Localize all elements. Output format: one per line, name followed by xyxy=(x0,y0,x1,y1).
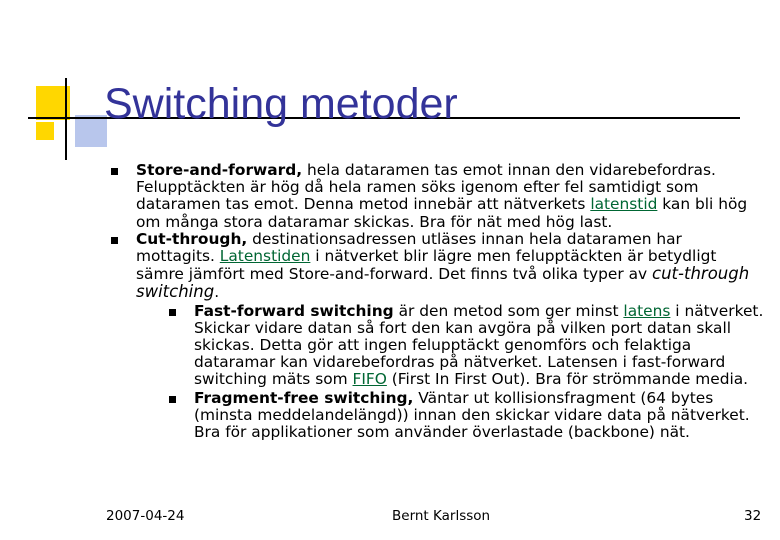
footer-page-number: 32 xyxy=(744,508,762,524)
list-item-store-and-forward xyxy=(108,162,764,231)
bullet-square-icon xyxy=(169,396,176,403)
term-label: Fragment-free switching, xyxy=(194,388,414,407)
sub-bullet-list xyxy=(136,303,764,442)
link-latenstid[interactable]: latenstid xyxy=(590,195,658,214)
footer-author: Bernt Karlsson xyxy=(392,508,491,524)
link-latens[interactable]: latens xyxy=(623,301,671,320)
term-label: Store-and-forward, xyxy=(136,161,303,179)
bullet-square-icon xyxy=(111,237,118,244)
yellow-square-small xyxy=(36,122,54,140)
blue-square xyxy=(75,115,107,147)
sub-item-fragment-free xyxy=(136,390,764,442)
term-label: Cut-through, xyxy=(136,229,248,248)
item-text: Väntar ut kollisionsfragment (64 bytes (minsta meddelandelängd)) innan den skickar vidare data på nätverket. Bra för applikationer som använder överlastade (backbone) nät. xyxy=(194,388,750,442)
item-text: hela dataramen tas emot innan den vidarebefordras. Felupptäckten är hög då hela ramen söks igenom efter fel samtidigt som dataramen tas emot. Denna metod innebär att nätverkets xyxy=(136,161,716,214)
bullet-square-icon xyxy=(111,168,118,175)
bullet-list xyxy=(108,162,764,441)
item-text: kan bli hög om många stora dataramar skickas. Bra för nät med hög last. xyxy=(136,195,748,231)
sub-item-fast-forward xyxy=(136,303,764,389)
yellow-square xyxy=(36,86,70,120)
list-item-cut-through xyxy=(108,231,764,441)
emphasis-text: cut-through switching xyxy=(136,264,750,302)
item-text: är den metod som ger minst xyxy=(393,301,624,320)
footer-date: 2007-04-24 xyxy=(106,508,185,524)
item-text: (First In First Out). Bra för strömmande media. xyxy=(386,370,749,389)
page-title: Switching metoder xyxy=(104,80,458,128)
bullet-square-icon xyxy=(169,309,176,316)
item-text: destinationsadressen utläses innan hela dataramen har mottagits. xyxy=(136,229,682,266)
item-text: i nätverket blir lägre men felupptäckten är betydligt sämre jämfört med Store-and-forward. Det finns två olika typer av xyxy=(136,247,717,284)
item-text: . xyxy=(214,283,220,302)
item-text: i nätverket. Skickar vidare datan så fort den kan avgöra på vilken port datan skall skickas. Detta gör att ingen felupptäckt genomförs och felaktiga dataramar kan vidarebefordras på nätverket. Latensen i fast-forward switching mäts som xyxy=(194,301,764,389)
term-label: Fast-forward switching xyxy=(194,301,394,320)
slide-body xyxy=(108,162,764,441)
link-latenstiden[interactable]: Latenstiden xyxy=(219,247,311,266)
link-fifo[interactable]: FIFO xyxy=(352,370,387,389)
